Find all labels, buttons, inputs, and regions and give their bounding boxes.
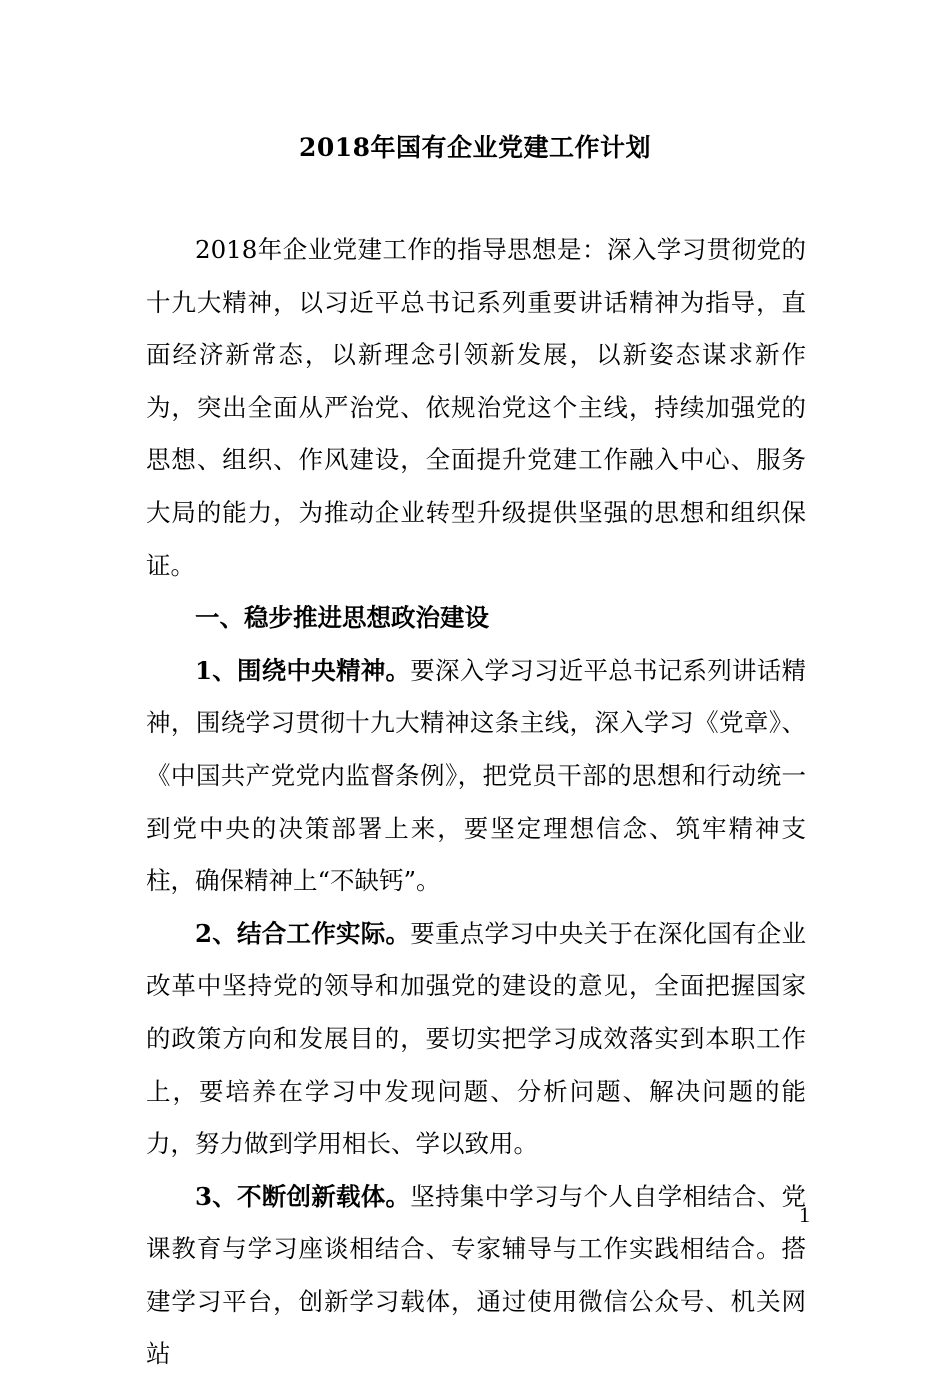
list-item xyxy=(146,1171,806,1381)
document-body xyxy=(146,224,806,1381)
item-lead: 2、结合工作实际。 xyxy=(195,918,411,948)
intro-paragraph: 2018年企业党建工作的指导思想是：深入学习贯彻党的十九大精神，以习近平总书记系列重要讲话精神为指导，直面经济新常态，以新理念引领新发展，以新姿态谋求新作为，突出全面从严治党、依规治党这个主线，持续加强党的思想、组织、作风建设，全面提升党建工作融入中心、服务大局的能力，为推动企业转型升级提供坚强的思想和组织保证。 xyxy=(146,235,806,580)
list-item xyxy=(146,645,806,908)
page-number: 1 xyxy=(799,1202,810,1227)
item-lead: 1、围绕中央精神。 xyxy=(195,655,411,685)
document-title: 2018年国有企业党建工作计划 xyxy=(298,133,652,162)
item-text: 要深入学习习近平总书记系列讲话精神，围绕学习贯彻十九大精神这条主线，深入学习《党章》、《中国共产党党内监督条例》，把党员干部的思想和行动统一到党中央的决策部署上来，要坚定理想信念、筑牢精神支柱，确保精神上“不缺钙”。 xyxy=(146,655,807,896)
section-heading: 一、稳步推进思想政治建设 xyxy=(195,603,489,633)
item-text: 要重点学习中央关于在深化国有企业改革中坚持党的领导和加强党的建设的意见，全面把握国家的政策方向和发展目的，要切实把学习成效落实到本职工作上，要培养在学习中发现问题、分析问题、解决问题的能力，努力做到学用相长、学以致用。 xyxy=(146,918,807,1159)
list-item xyxy=(146,908,806,1171)
item-text: 坚持集中学习与个人自学相结合、党课教育与学习座谈相结合、专家辅导与工作实践相结合。搭建学习平台，创新学习载体，通过使用微信公众号、机关网站 xyxy=(146,1181,807,1369)
item-lead: 3、不断创新载体。 xyxy=(195,1181,411,1211)
